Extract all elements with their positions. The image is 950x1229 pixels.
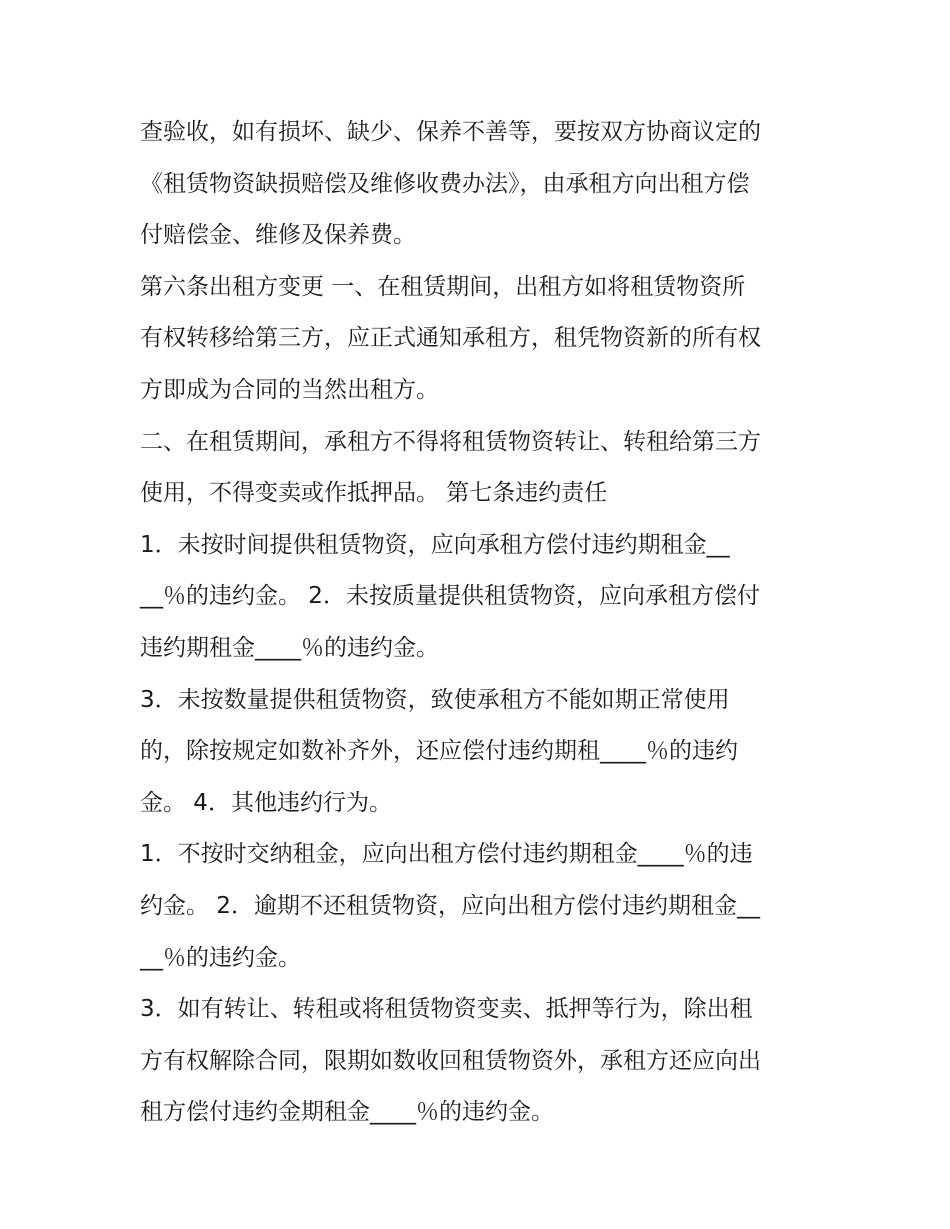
- text-line: 租方偿付违约金期租金____％的违约金。: [140, 1099, 554, 1126]
- text-line: 3．未按数量提供租赁物资，致使承租方不能如期正常使用: [140, 686, 730, 713]
- text-line: 《租赁物资缺损赔偿及维修收费办法》，由承租方向出租方偿: [140, 170, 750, 197]
- text-line: __％的违约金。: [140, 944, 301, 971]
- text-line: 二、在租赁期间，承租方不得将租赁物资转让、转租给第三方: [140, 428, 761, 455]
- contract-body-text: [140, 107, 820, 1139]
- text-line: 方即成为合同的当然出租方。: [140, 376, 439, 403]
- text-line: 1．不按时交纳租金，应向出租方偿付违约期租金____％的违: [140, 841, 753, 868]
- text-line: 有权转移给第三方，应正式通知承租方，租凭物资新的所有权: [140, 325, 761, 352]
- text-line: 1．未按时间提供租赁物资，应向承租方偿付违约期租金__: [140, 531, 730, 558]
- text-line: 3．如有转让、转租或将租赁物资变卖、抵押等行为，除出租: [140, 996, 753, 1023]
- text-line: __％的违约金。 2．未按质量提供租赁物资，应向承租方偿付: [140, 583, 760, 610]
- text-line: 金。 4．其他违约行为。: [140, 789, 392, 816]
- text-line: 方有权解除合同，限期如数收回租赁物资外，承租方还应向出: [140, 1047, 761, 1074]
- text-line: 违约期租金____％的违约金。: [140, 634, 439, 661]
- text-line: 约金。 2．逾期不还租赁物资，应向出租方偿付违约期租金__: [140, 892, 760, 919]
- text-line: 使用，不得变卖或作抵押品。 第七条违约责任: [140, 480, 608, 507]
- text-line: 查验收，如有损坏、缺少、保养不善等，要按双方协商议定的: [140, 119, 761, 145]
- text-line: 付赔偿金、维修及保养费。: [140, 222, 416, 249]
- text-line: 第六条出租方变更 一、在租赁期间，出租方如将租赁物资所: [140, 273, 746, 300]
- text-line: 的，除按规定如数补齐外，还应偿付违约期租____％的违约: [140, 738, 738, 765]
